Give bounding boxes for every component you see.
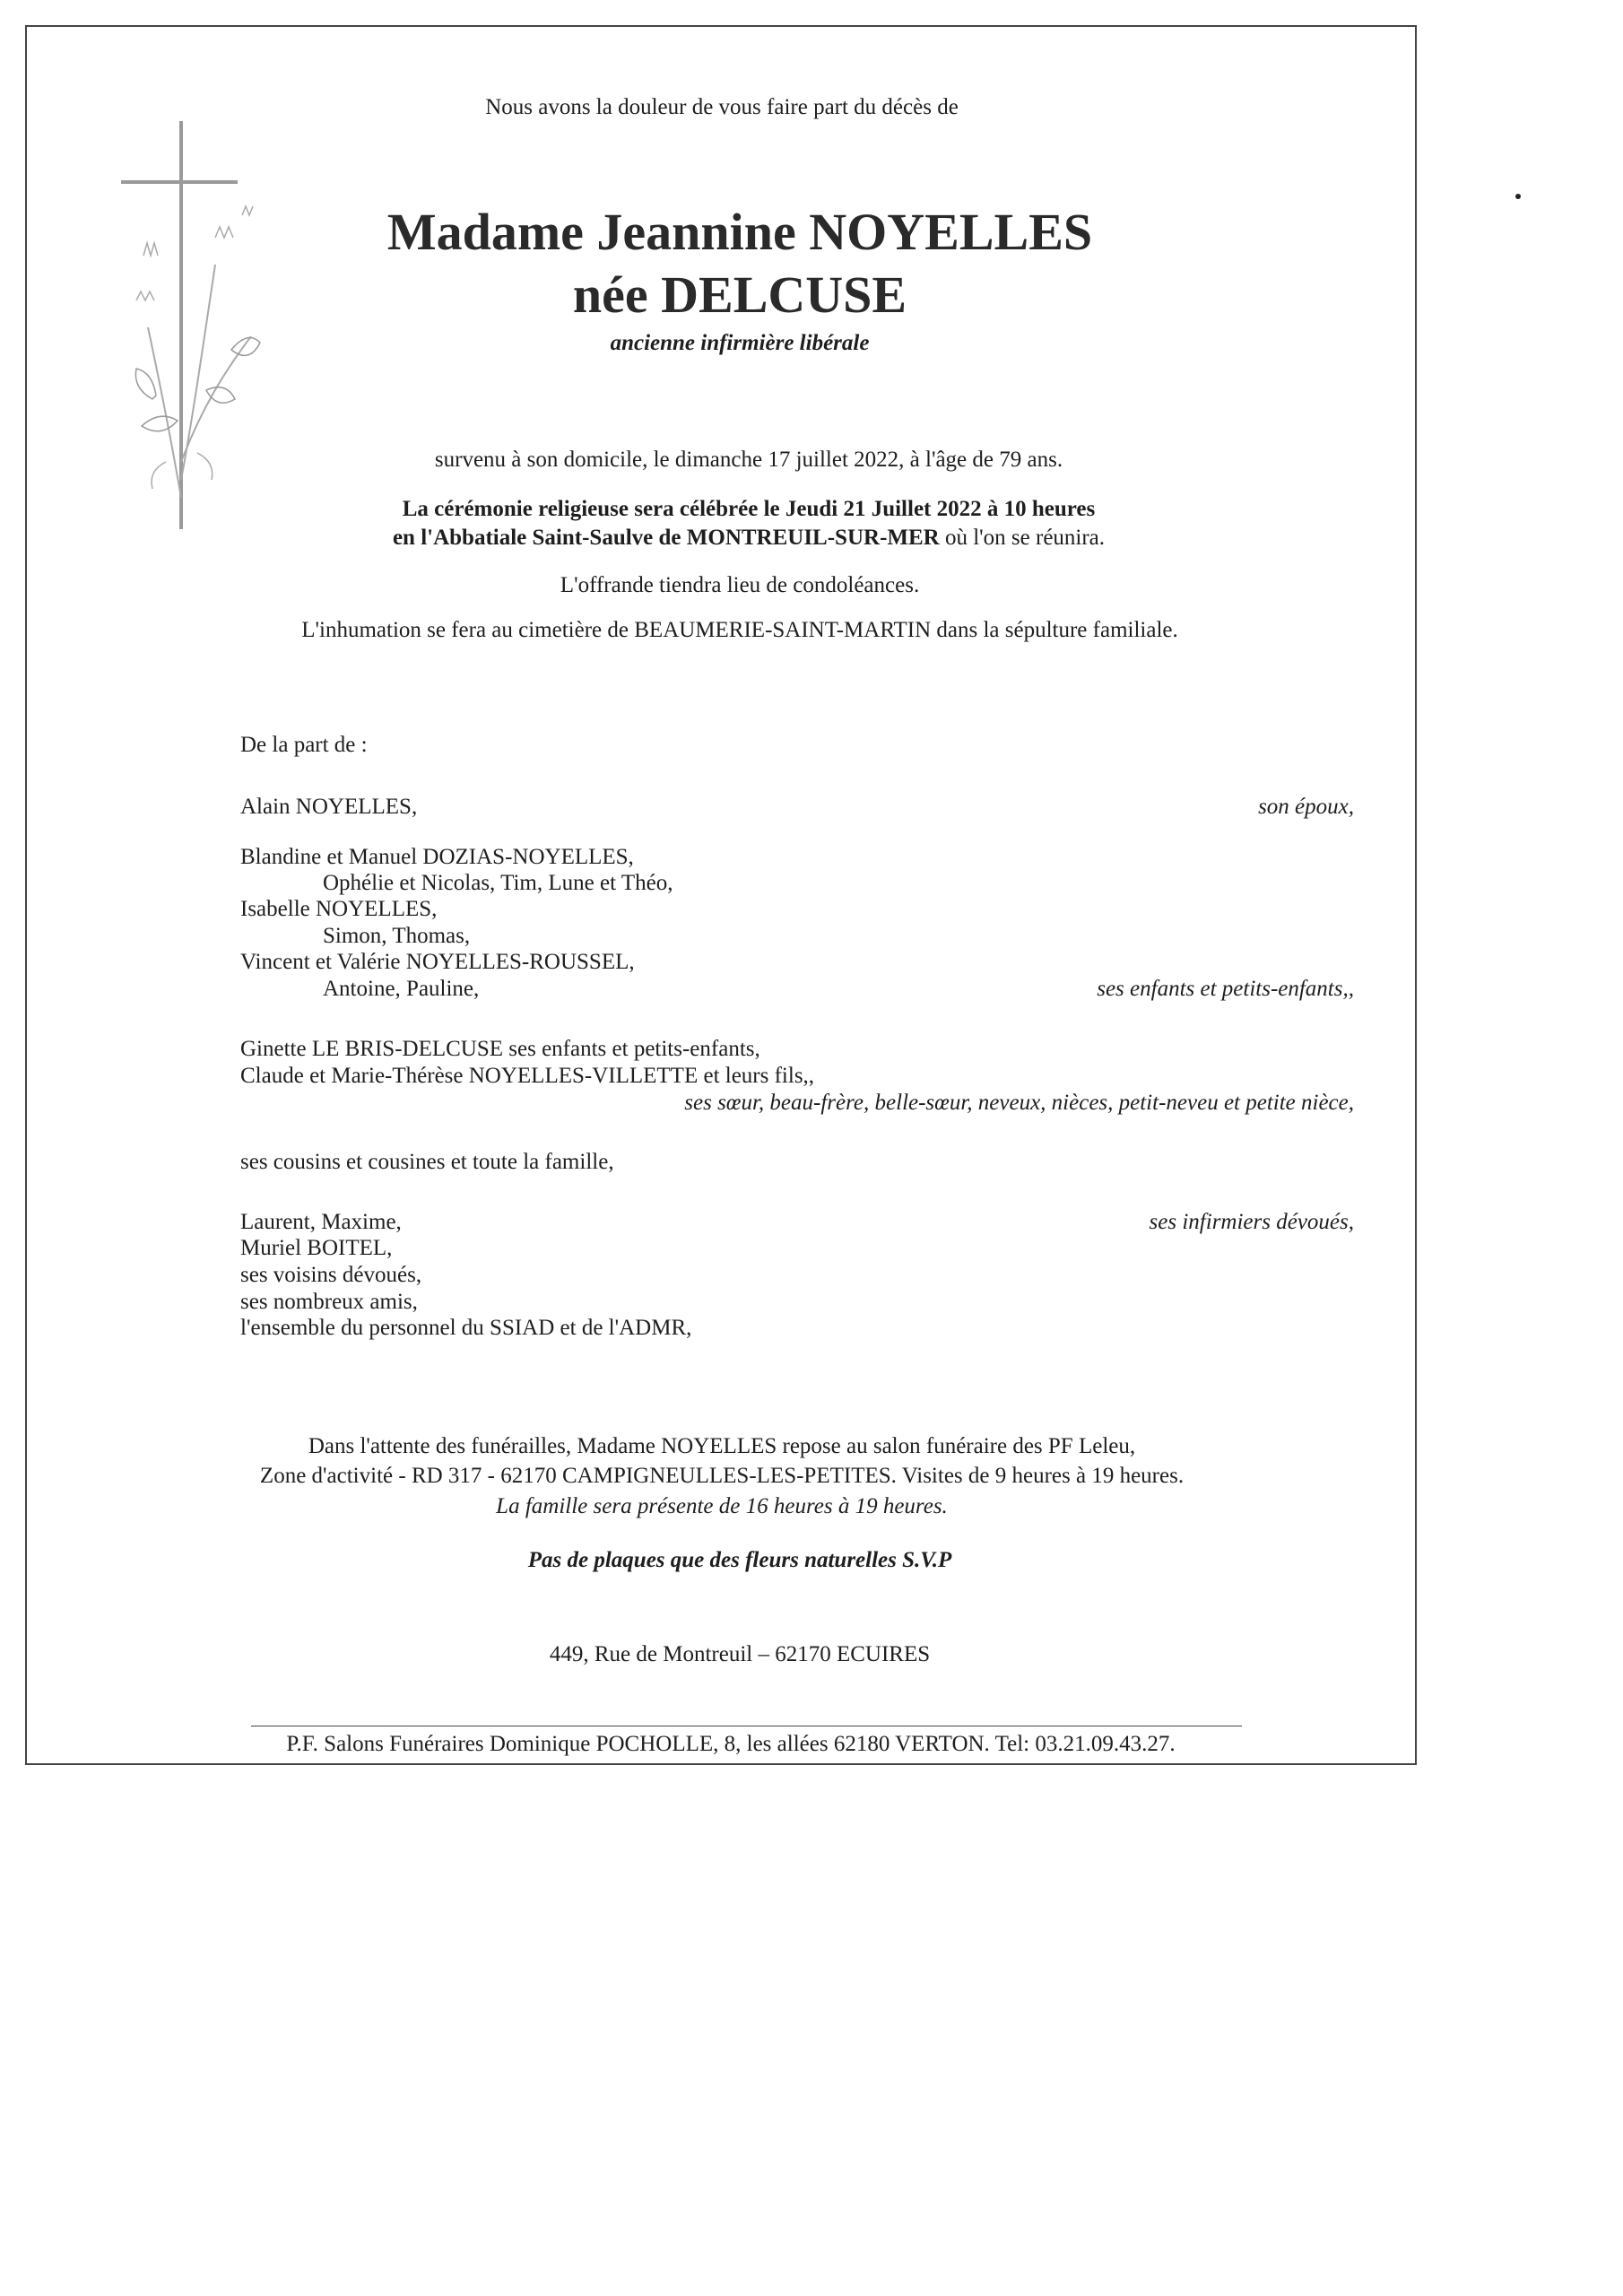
other-line: ses nombreux amis, xyxy=(240,1290,418,1314)
sibling-line: Claude et Marie-Thérèse NOYELLES-VILLETTE et leurs fils,, xyxy=(240,1064,815,1088)
family-line: Simon, Thomas, xyxy=(323,924,471,948)
burial-text: L'inhumation se fera au cimetière de BEAUMERIE-SAINT-MARTIN dans la sépulture familiale. xyxy=(301,618,1178,642)
family-line: Isabelle NOYELLES, xyxy=(240,897,438,921)
flowers-note: Pas de plaques que des fleurs naturelles S.V.P xyxy=(527,1548,952,1572)
deceased-name: Madame Jeannine NOYELLES xyxy=(386,203,1093,261)
death-details: survenu à son domicile, le dimanche 17 juillet 2022, à l'âge de 79 ans. xyxy=(434,448,1063,472)
nurses-line: Laurent, Maxime, xyxy=(240,1210,402,1234)
funeral-home-line-3: La famille sera présente de 16 heures à 19 heures. xyxy=(496,1494,948,1518)
other-line: l'ensemble du personnel du SSIAD et de l'ADMR, xyxy=(240,1316,692,1340)
scan-speck xyxy=(1515,194,1521,199)
nurses-relation: ses infirmiers dévoués, xyxy=(1149,1210,1354,1234)
funeral-home-line-2: Zone d'activité - RD 317 - 62170 CAMPIGNEULLES-LES-PETITES. Visites de 9 heures à 19 heures. xyxy=(259,1464,1185,1488)
maiden-name: née DELCUSE xyxy=(572,265,907,324)
ceremony-gathering: où l'on se réunira. xyxy=(939,526,1106,550)
spouse-relation: son époux, xyxy=(1258,795,1354,819)
siblings-relation: ses sœur, beau-frère, belle-sœur, neveux, nièces, petit-neveu et petite nièce, xyxy=(684,1091,1354,1115)
intro-text: Nous avons la douleur de vous faire part du décès de xyxy=(485,95,959,119)
cousins-line: ses cousins et cousines et toute la famille, xyxy=(240,1150,614,1174)
other-line: Muriel BOITEL, xyxy=(240,1236,393,1260)
sibling-line: Ginette LE BRIS-DELCUSE ses enfants et petits-enfants, xyxy=(240,1037,760,1061)
ceremony-line-2 xyxy=(0,526,1497,549)
profession: ancienne infirmière libérale xyxy=(610,331,870,355)
funeral-home-line-1: Dans l'attente des funérailles, Madame NOYELLES repose au salon funéraire des PF Leleu, xyxy=(308,1434,1136,1458)
family-line: Antoine, Pauline, xyxy=(323,977,480,1001)
funeral-director-footer: P.F. Salons Funéraires Dominique POCHOLLE, 8, les allées 62180 VERTON. Tel: 03.21.09.43.27. xyxy=(286,1732,1176,1756)
spouse-name: Alain NOYELLES, xyxy=(240,795,418,819)
family-line: Vincent et Valérie NOYELLES-ROUSSEL, xyxy=(240,950,635,974)
children-relation: ses enfants et petits-enfants,, xyxy=(1097,977,1354,1001)
family-line: Ophélie et Nicolas, Tim, Lune et Théo, xyxy=(323,871,673,895)
family-line: Blandine et Manuel DOZIAS-NOYELLES, xyxy=(240,845,634,869)
family-address: 449, Rue de Montreuil – 62170 ECUIRES xyxy=(549,1642,931,1666)
from-label: De la part de : xyxy=(240,733,368,757)
offering-text: L'offrande tiendra lieu de condoléances. xyxy=(560,573,920,597)
other-line: ses voisins dévoués, xyxy=(240,1263,422,1287)
cross-floral-icon xyxy=(117,121,278,534)
ceremony-line-1: La cérémonie religieuse sera célébrée le Jeudi 21 Juillet 2022 à 10 heures xyxy=(402,497,1096,521)
ceremony-place: en l'Abbatiale Saint-Saulve de MONTREUIL-SUR-MER xyxy=(392,526,940,550)
